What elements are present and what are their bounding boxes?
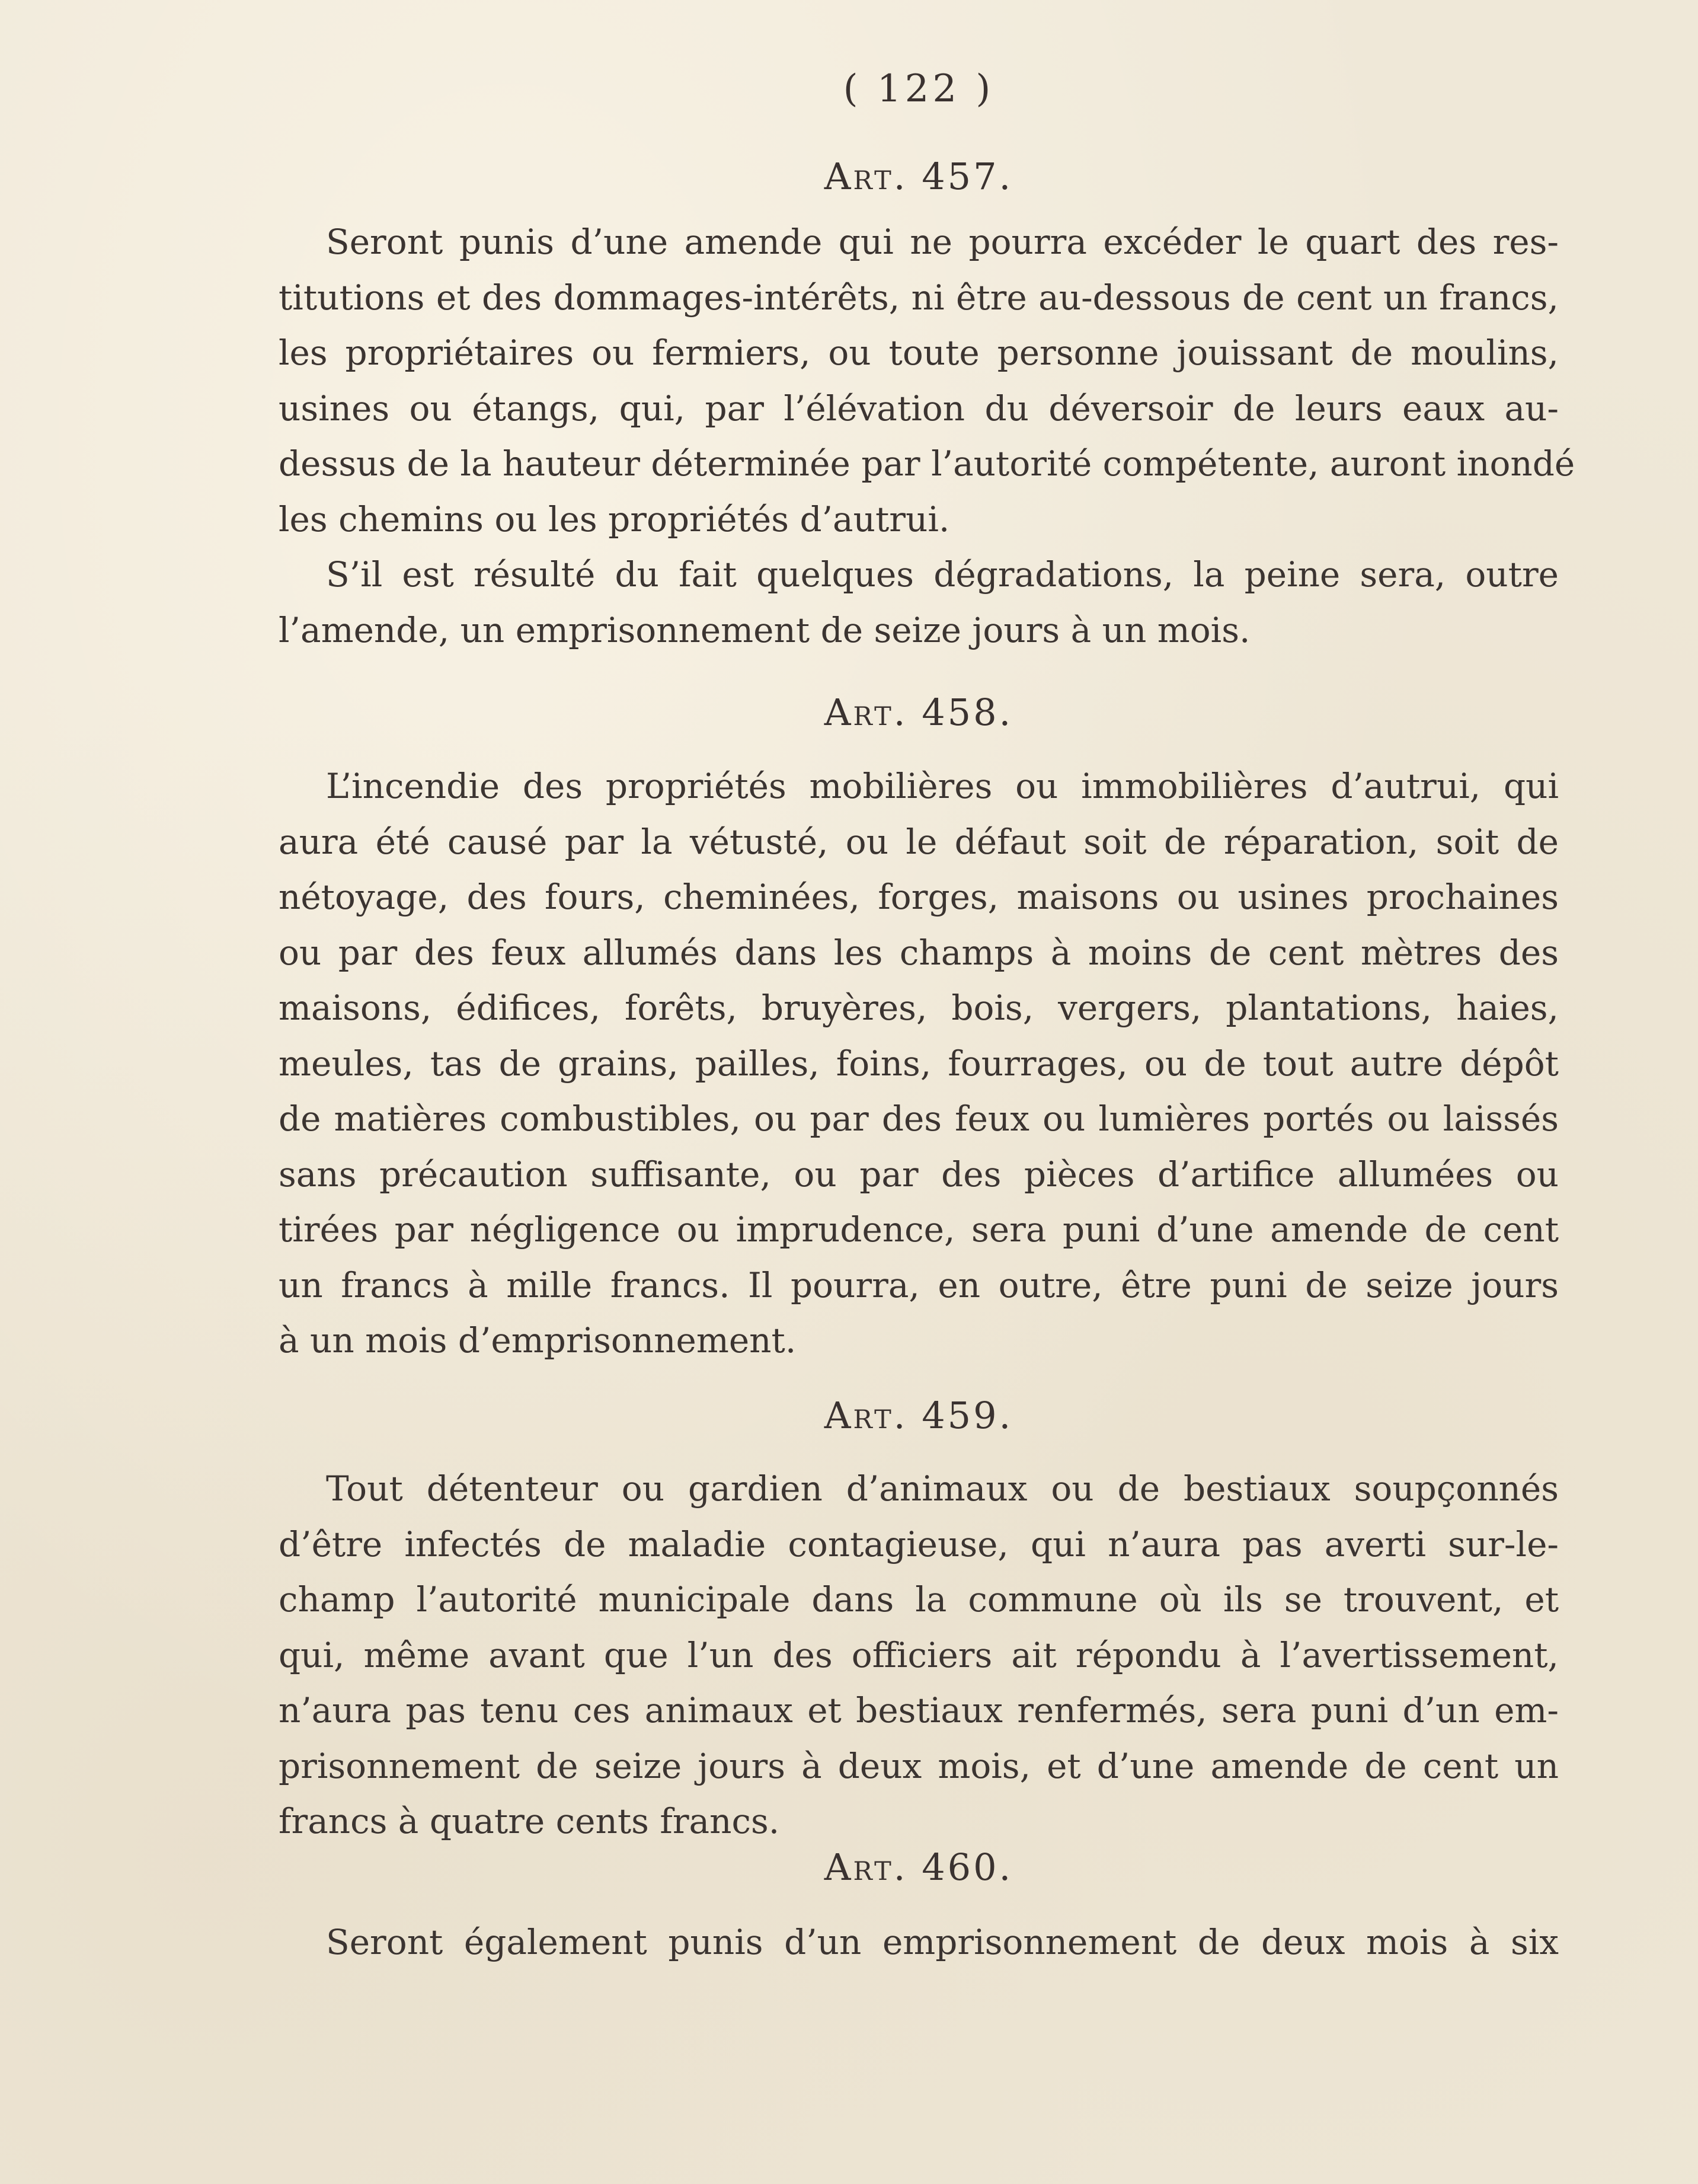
article-459-heading: Art. 459. <box>824 1394 1013 1437</box>
article-459-paragraph-1 <box>279 1461 1559 1850</box>
text-line: Seront punis d’une amende qui ne pourra excéder le quart des res- <box>326 222 1559 262</box>
text-line: prisonnement de seize jours à deux mois, et d’une amende de cent un <box>279 1745 1559 1786</box>
article-458-paragraph-1 <box>279 759 1559 1369</box>
text-line: maisons, édifices, forêts, bruyères, bois, vergers, plantations, haies, <box>279 988 1559 1028</box>
text-line: L’incendie des propriétés mobilières ou immobilières d’autrui, qui <box>326 766 1559 806</box>
text-line: usines ou étangs, qui, par l’élévation du déversoir de leurs eaux au- <box>279 388 1559 429</box>
text-line: à un mois d’emprisonnement. <box>279 1320 797 1361</box>
text-line: dessus de la hauteur déterminée par l’autorité compétente, auront inondé <box>279 443 1575 484</box>
text-line: qui, même avant que l’un des officiers ait répondu à l’avertissement, <box>279 1634 1559 1675</box>
article-460-paragraph-1 <box>279 1915 1559 1971</box>
text-line: de matières combustibles, ou par des feux ou lumières portés ou laissés <box>279 1099 1559 1139</box>
article-457-paragraph-2 <box>279 547 1559 658</box>
text-line: n’aura pas tenu ces animaux et bestiaux renfermés, sera puni d’un em- <box>279 1690 1559 1730</box>
text-line: titutions et des dommages-intérêts, ni être au-dessous de cent un francs, <box>279 277 1559 318</box>
text-line: meules, tas de grains, pailles, foins, fourrages, ou de tout autre dépôt <box>279 1043 1559 1084</box>
text-line: l’amende, un emprisonnement de seize jours à un mois. <box>279 609 1251 650</box>
text-line: champ l’autorité municipale dans la commune où ils se trouvent, et <box>279 1579 1559 1620</box>
text-line: nétoyage, des fours, cheminées, forges, maisons ou usines prochaines <box>279 877 1559 917</box>
text-line: un francs à mille francs. Il pourra, en outre, être puni de seize jours <box>279 1265 1559 1305</box>
text-line: les propriétaires ou fermiers, ou toute personne jouissant de moulins, <box>279 333 1559 373</box>
text-line: Seront également punis d’un emprisonnement de deux mois à six <box>326 1922 1559 1962</box>
page-number: ( 122 ) <box>843 67 995 111</box>
book-page <box>279 65 1575 2140</box>
text-line: d’être infectés de maladie contagieuse, qui n’aura pas averti sur-le- <box>279 1524 1559 1564</box>
text-line: francs à quatre cents francs. <box>279 1801 780 1841</box>
text-line: sans précaution suffisante, ou par des pièces d’artifice allumées ou <box>279 1154 1559 1195</box>
article-457-heading: Art. 457. <box>824 155 1013 198</box>
text-line: tirées par négligence ou imprudence, sera puni d’une amende de cent <box>279 1209 1559 1250</box>
article-460-heading: Art. 460. <box>824 1845 1013 1889</box>
article-457-paragraph-1 <box>279 215 1575 547</box>
text-line: S’il est résulté du fait quelques dégradations, la peine sera, outre <box>326 554 1559 595</box>
text-line: aura été causé par la vétusté, ou le défaut soit de réparation, soit de <box>279 821 1559 862</box>
article-458-heading: Art. 458. <box>824 691 1013 734</box>
text-line: Tout détenteur ou gardien d’animaux ou de bestiaux soupçonnés <box>326 1468 1559 1509</box>
text-line: ou par des feux allumés dans les champs à moins de cent mètres des <box>279 932 1559 973</box>
text-line: les chemins ou les propriétés d’autrui. <box>279 499 950 539</box>
